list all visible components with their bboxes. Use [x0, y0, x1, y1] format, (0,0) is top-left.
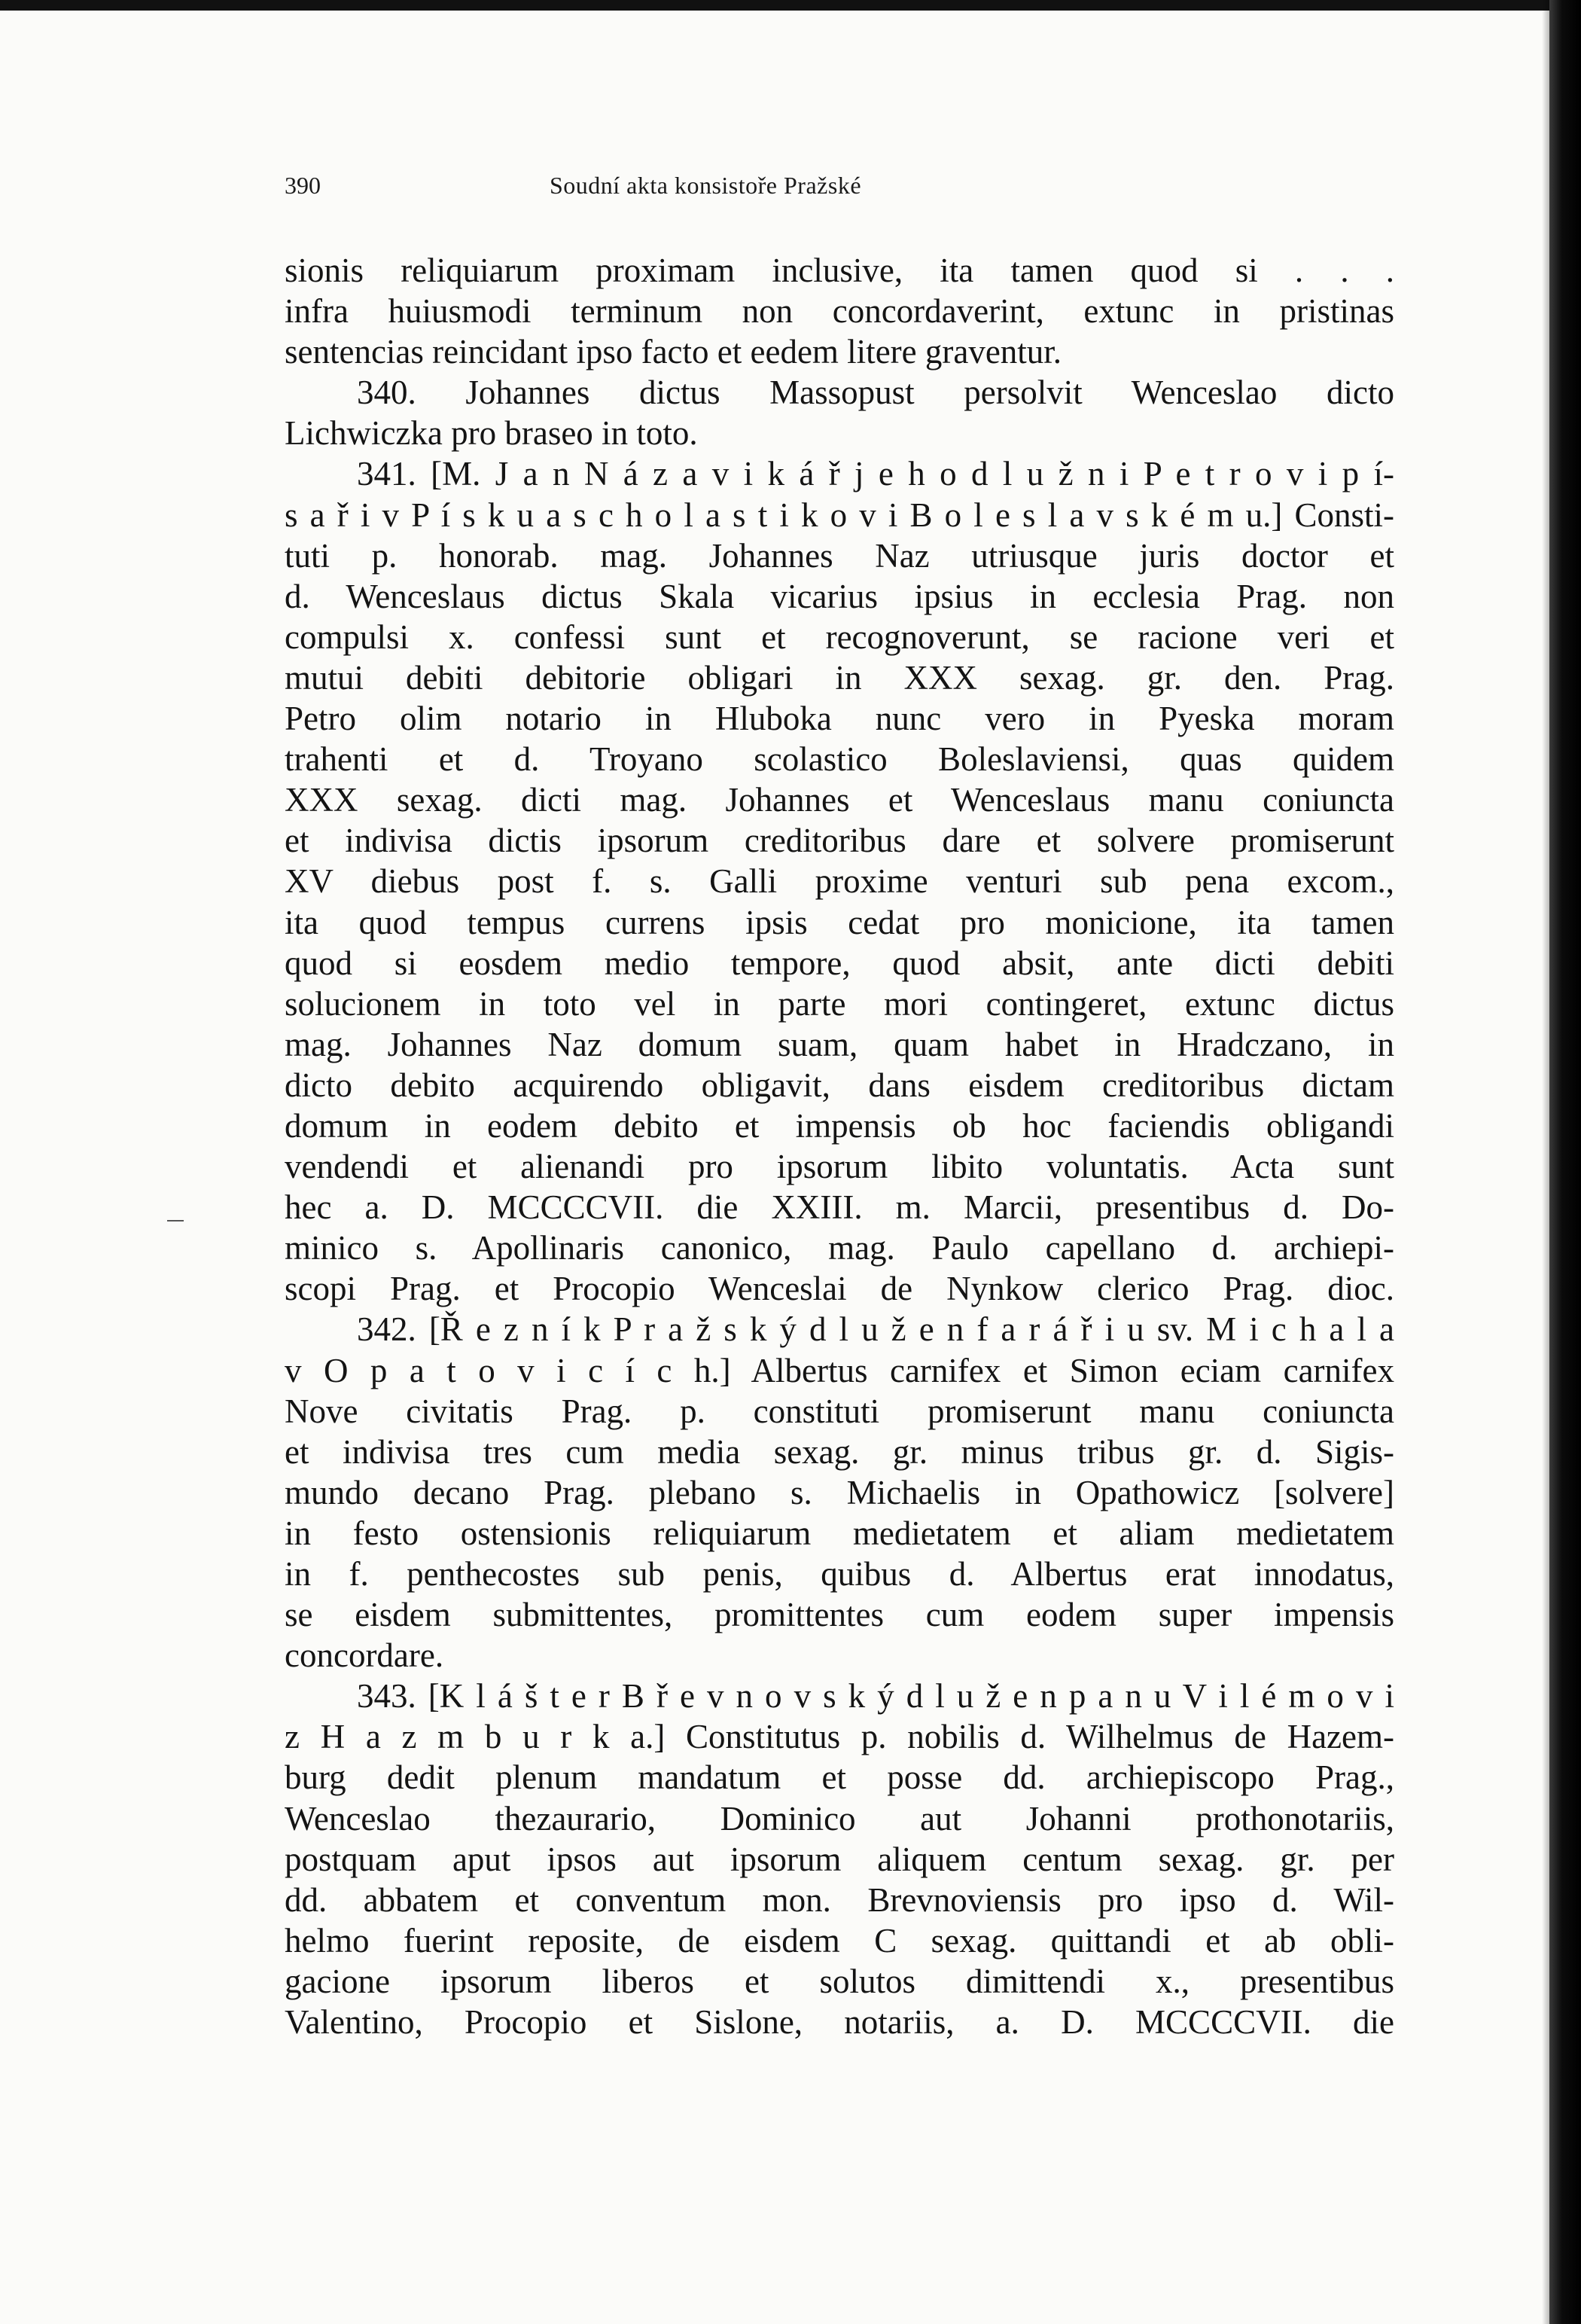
page-header	[285, 172, 1126, 208]
text-line: 340. Johannes dictus Massopust persolvit Wenceslao dicto	[357, 374, 1394, 412]
text-line: infra huiusmodi terminum non concordaverint, extunc in pristinas	[285, 292, 1394, 331]
body-text	[285, 250, 1394, 2042]
text-line: et indivisa tres cum media sexag. gr. minus tribus gr. d. Sigis-	[285, 1432, 1394, 1471]
text-line: minico s. Apollinaris canonico, mag. Paulo capellano d. archiepi-	[285, 1229, 1394, 1267]
text-line: mundo decano Prag. plebano s. Michaelis in Opathowicz [solvere]	[285, 1473, 1394, 1511]
text-line: quod si eosdem medio tempore, quod absit, ante dicti debiti	[285, 944, 1394, 982]
text-line: Petro olim notario in Hluboka nunc vero in Pyeska moram	[285, 700, 1394, 738]
text-line: et indivisa dictis ipsorum creditoribus dare et solvere promiserunt	[285, 822, 1394, 860]
text-line: Valentino, Procopio et Sislone, notariis, a. D. MCCCCVII. die	[285, 2003, 1394, 2042]
margin-mark	[167, 1220, 184, 1221]
text-line: helmo fuerint reposite, de eisdem C sexag. quittandi et ab obli-	[285, 1921, 1394, 1960]
text-line: Lichwiczka pro braseo in toto.	[285, 414, 698, 453]
text-line: in festo ostensionis reliquiarum medietatem et aliam medietatem	[285, 1514, 1394, 1552]
text-line: Wenceslao thezaurario, Dominico aut Johanni prothonotariis,	[285, 1799, 1394, 1838]
text-line: z H a z m b u r k a.] Constitutus p. nobilis d. Wilhelmus de Hazem-	[285, 1718, 1394, 1756]
scan-gutter-shadow	[1542, 0, 1549, 2324]
text-line: 343. [K l á š t e r B ř e v n o v s k ý d l u ž e n p a n u V i l é m o v i	[357, 1677, 1394, 1716]
text-line: sentencias reincidant ipso facto et eedem litere graventur.	[285, 333, 1062, 371]
scan-right-edge	[1549, 0, 1581, 2324]
text-line: ita quod tempus currens ipsis cedat pro monicione, ita tamen	[285, 903, 1394, 941]
text-line: postquam aput ipsos aut ipsorum aliquem centum sexag. gr. per	[285, 1840, 1394, 1878]
text-line: dd. abbatem et conventum mon. Brevnoviensis pro ipso d. Wil-	[285, 1880, 1394, 1919]
text-line: concordare.	[285, 1636, 444, 1675]
text-line: Nove civitatis Prag. p. constituti promiserunt manu coniuncta	[285, 1392, 1394, 1430]
text-line: XXX sexag. dicti mag. Johannes et Wenceslaus manu coniuncta	[285, 781, 1394, 819]
text-line: domum in eodem debito et impensis ob hoc faciendis obligandi	[285, 1106, 1394, 1145]
text-line: mutui debiti debitorie obligari in XXX sexag. gr. den. Prag.	[285, 658, 1394, 697]
text-line: 341. [M. J a n N á z a v i k á ř j e h o d l u ž n i P e t r o v i p í-	[357, 455, 1394, 493]
text-line: sionis reliquiarum proximam inclusive, ita tamen quod si . . .	[285, 252, 1394, 289]
text-line: d. Wenceslaus dictus Skala vicarius ipsius in ecclesia Prag. non	[285, 577, 1394, 615]
text-line: hec a. D. MCCCCVII. die XXIII. m. Marcii, presentibus d. Do-	[285, 1188, 1394, 1227]
text-line: in f. penthecostes sub penis, quibus d. Albertus erat innodatus,	[285, 1555, 1394, 1593]
text-line: se eisdem submittentes, promittentes cum eodem super impensis	[285, 1596, 1394, 1634]
text-line: gacione ipsorum liberos et solutos dimittendi x., presentibus	[285, 1962, 1394, 2000]
text-line: s a ř i v P í s k u a s c h o l a s t i k o v i B o l e s l a v s k é m u.] Consti-	[285, 496, 1394, 534]
text-line: mag. Johannes Naz domum suam, quam habet in Hradczano, in	[285, 1025, 1394, 1063]
text-line: solucionem in toto vel in parte mori contingeret, extunc dictus	[285, 984, 1394, 1023]
text-line: tuti p. honorab. mag. Johannes Naz utriusque juris doctor et	[285, 536, 1394, 575]
text-line: 342. [Ř e z n í k P r a ž s k ý d l u ž e n f a r á ř i u sv. M i c h a l a	[357, 1310, 1394, 1349]
scan-top-edge	[0, 0, 1551, 11]
text-line: trahenti et d. Troyano scolastico Boleslaviensi, quas quidem	[285, 740, 1394, 779]
running-title: Soudní akta konsistoře Pražské	[549, 172, 862, 199]
text-line: XV diebus post f. s. Galli proxime venturi sub pena excom.,	[285, 862, 1394, 901]
text-line: v O p a t o v i c í c h.] Albertus carnifex et Simon eciam carnifex	[285, 1351, 1394, 1389]
text-line: compulsi x. confessi sunt et recognoverunt, se racione veri et	[285, 618, 1394, 656]
page-number: 390	[285, 172, 321, 199]
text-line: vendendi et alienandi pro ipsorum libito voluntatis. Acta sunt	[285, 1148, 1394, 1186]
text-line: dicto debito acquirendo obligavit, dans eisdem creditoribus dictam	[285, 1066, 1394, 1104]
text-line: scopi Prag. et Procopio Wenceslai de Nynkow clerico Prag. dioc.	[285, 1270, 1394, 1308]
text-line: burg dedit plenum mandatum et posse dd. archiepiscopo Prag.,	[285, 1758, 1394, 1797]
